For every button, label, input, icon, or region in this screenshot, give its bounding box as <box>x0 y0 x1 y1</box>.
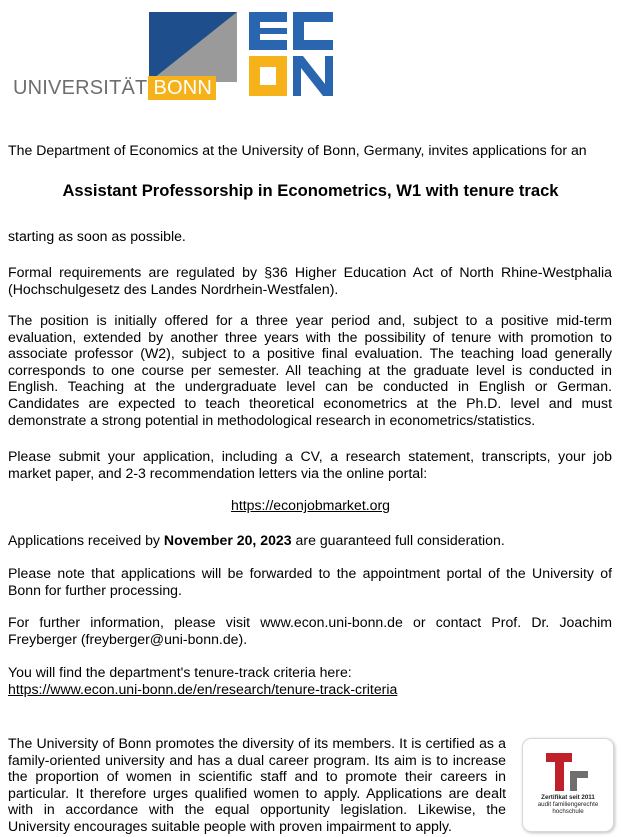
certificate-line-1: Zertifikat seit 2011 <box>541 794 595 801</box>
university-bonn-box: BONN <box>148 76 216 100</box>
tenure-criteria-text: You will find the department's tenure-track criteria here: <box>8 664 352 680</box>
certificate-text <box>523 794 613 815</box>
deadline-text <box>8 532 612 549</box>
intro-text: The Department of Economics at the University of Bonn, Germany, invites applications for an <box>8 142 587 158</box>
forwarding-note-text: Please note that applications will be forwarded to the appointment portal of the University of Bonn for further processing. <box>8 565 612 598</box>
deadline-suffix: are guaranteed full consideration. <box>291 532 505 548</box>
university-wordmark <box>13 76 216 100</box>
submission-instructions-text: Please submit your application, including a CV, a research statement, transcripts, your job market paper, and 2-3 recommendation letters via the online portal: <box>8 448 612 481</box>
certificate-line-2: audit familiengerechte <box>537 801 599 808</box>
family-audit-certificate <box>522 738 614 832</box>
certificate-line-3: hochschule <box>552 808 584 815</box>
deadline-date: November 20, 2023 <box>163 532 292 548</box>
family-audit-icon <box>546 753 590 791</box>
tenure-criteria-link[interactable]: https://www.econ.uni-bonn.de/en/research/tenure-track-criteria <box>8 680 398 697</box>
tenure-criteria-block <box>8 664 612 697</box>
university-name: UNIVERSITÄT <box>13 77 148 99</box>
university-bonn-logo <box>13 12 237 98</box>
deadline-prefix: Applications received by <box>8 532 164 548</box>
position-title: Assistant Professorship in Econometrics, W1 with tenure track <box>62 181 559 200</box>
formal-requirements-text: Formal requirements are regulated by §36 Higher Education Act of North Rhine-Westphalia (Hochschulgesetz des Landes Nordrhein-Westfalen). <box>8 264 612 297</box>
econ-logo-icon <box>249 12 333 96</box>
contact-info-text: For further information, please visit www.econ.uni-bonn.de or contact Prof. Dr. Joachim Freyberger (freyberger@uni-bonn.de). <box>8 614 612 647</box>
econjobmarket-link[interactable]: https://econjobmarket.org <box>230 497 391 513</box>
university-bonn-emblem-icon <box>149 12 237 82</box>
position-description-text: The position is initially offered for a three year period and, subject to a positive mid-term evaluation, extended by another three years with the possibility of tenure with promotion to associate professor (W2), subject to a positive final evaluation. The teaching load generally corresponds to one course per semester. All teaching at the graduate level is conducted in English. Teaching at the undergraduate level can be conducted in English or German. Candidates are expected to teach theoretical econometrics at the Ph.D. level and must demonstrate a strong potential in methodological research in econometrics/statistics. <box>8 312 612 428</box>
diversity-statement-text: The University of Bonn promotes the diversity of its members. It is certified as a family-oriented university and has a dual career program. Its aim is to increase the proportion of women in scientific staff and to promote their careers in particular. It therefore urges qualified women to apply. Applications are dealt with in accordance with the equal opportunity legislation. Likewise, the University encourages suitable people with proven impairment to apply. <box>8 735 506 834</box>
start-date-text: starting as soon as possible. <box>8 228 186 244</box>
portal-link-row <box>0 497 621 514</box>
